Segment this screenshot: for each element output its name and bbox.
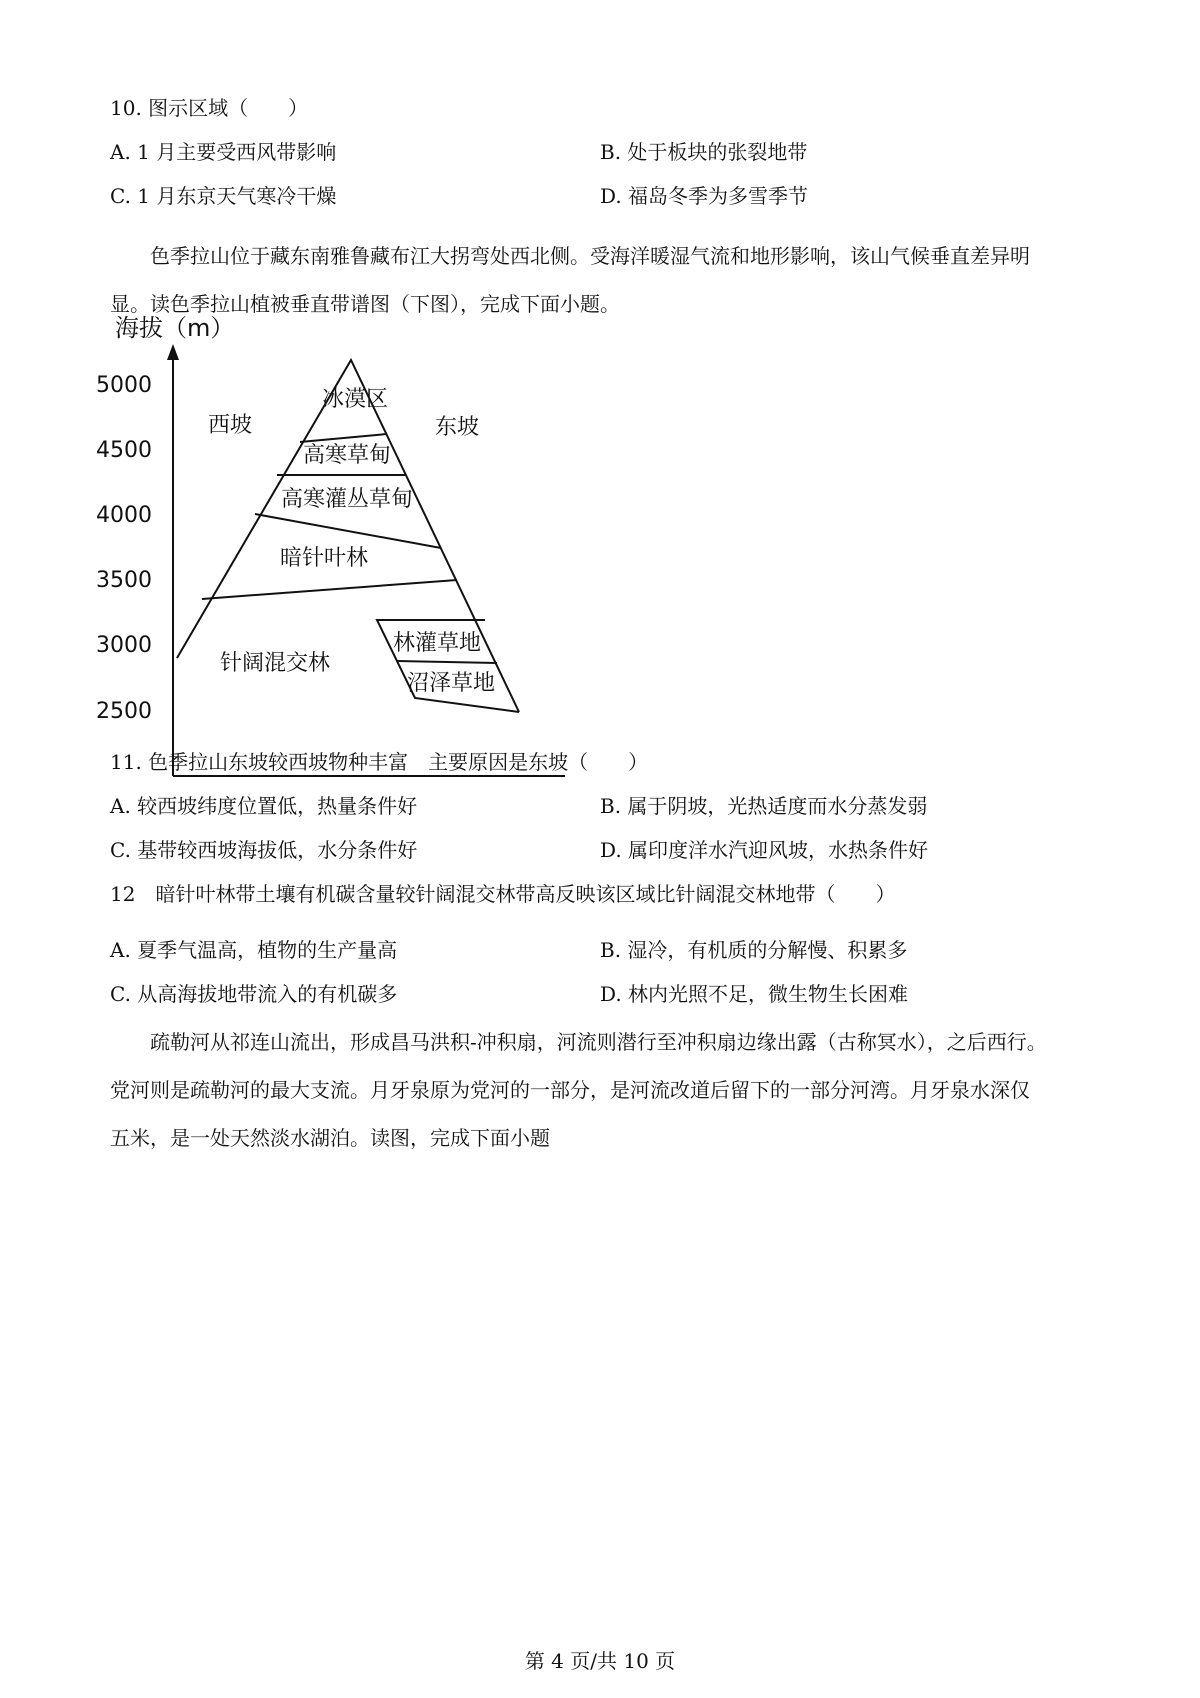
passage-2-line-1: 疏勒河从祁连山流出，形成昌马洪积-冲积扇，河流则潜行至冲积扇边缘出露（古称冥水），之后西行。 (150, 1030, 1047, 1054)
q12-option-d: D. 林内光照不足，微生物生长困难 (600, 982, 909, 1006)
zone-alpine-meadow: 高寒草甸 (302, 443, 392, 468)
zone-forest-shrub-grassland: 林灌草地 (392, 631, 482, 656)
y-tick-5000: 5000 (96, 373, 152, 398)
y-tick-labels (96, 373, 152, 724)
west-slope-label: 西坡 (207, 413, 253, 438)
boundary-ice-meadow (300, 434, 387, 442)
q11-option-a: A. 较西坡纬度位置低，热量条件好 (110, 794, 418, 818)
y-tick-2500: 2500 (96, 699, 152, 724)
q12-stem: 12 暗针叶林带土壤有机碳含量较针阔混交林带高反映该区域比针阔混交林地带（ ） (110, 882, 896, 906)
east-slope-label: 东坡 (434, 415, 480, 440)
passage-2-line-2: 党河则是疏勒河的最大支流。月牙泉原为党河的一部分，是河流改道后留下的一部分河湾。月牙泉水深仅 (110, 1078, 1030, 1102)
q10-stem: 10. 图示区域（ ） (110, 96, 309, 120)
passage-1-line-2: 显。读色季拉山植被垂直带谱图（下图），完成下面小题。 (110, 292, 620, 316)
y-tick-4500: 4500 (96, 438, 152, 463)
zone-swamp-grassland: 沼泽草地 (406, 671, 496, 696)
zone-alpine-shrub-meadow: 高寒灌丛草甸 (280, 487, 414, 512)
q12-option-c: C. 从高海拔地带流入的有机碳多 (110, 982, 398, 1006)
y-tick-3500: 3500 (96, 568, 152, 593)
boundary-shrub-conifer (255, 514, 441, 548)
y-axis-label: 海拔（m） (115, 314, 235, 342)
zone-dark-coniferous-forest: 暗针叶林 (279, 546, 369, 571)
q11-option-c: C. 基带较西坡海拔低，水分条件好 (110, 838, 418, 862)
q10-option-b: B. 处于板块的张裂地带 (600, 140, 808, 164)
q10-option-d: D. 福岛冬季为多雪季节 (600, 184, 809, 208)
q11-option-b: B. 属于阴坡，光热适度而水分蒸发弱 (600, 794, 928, 818)
passage-1-line-1: 色季拉山位于藏东南雅鲁藏布江大拐弯处西北侧。受海洋暖湿气流和地形影响，该山气候垂直差异明 (150, 244, 1030, 268)
zone-mixed-forest: 针阔混交林 (219, 651, 331, 676)
q11-stem: 11. 色季拉山东坡较西坡物种丰富 主要原因是东坡（ ） (110, 750, 649, 774)
q12-option-a: A. 夏季气温高，植物的生产量高 (110, 938, 398, 962)
y-tick-3000: 3000 (96, 633, 152, 658)
passage-2-line-3: 五米，是一处天然淡水湖泊。读图，完成下面小题 (110, 1126, 550, 1150)
q10-option-a: A. 1 月主要受西风带影响 (110, 140, 337, 164)
q11-option-d: D. 属印度洋水汽迎风坡，水热条件好 (600, 838, 929, 862)
passage-1 (110, 232, 1100, 328)
zone-ice-desert: 冰漠区 (321, 387, 389, 412)
y-tick-4000: 4000 (96, 503, 152, 528)
q10-option-c: C. 1 月东京天气寒冷干燥 (110, 184, 337, 208)
boundary-conifer-mixed (202, 580, 457, 599)
q12-option-b: B. 湿冷，有机质的分解慢、积累多 (600, 938, 908, 962)
passage-2 (110, 1018, 1100, 1162)
vegetation-zonation-figure (95, 314, 595, 780)
boundary-shrub-swamp (397, 661, 497, 663)
page-number: 第 4 页/共 10 页 (524, 1649, 676, 1673)
y-axis-arrow-icon (167, 344, 179, 360)
